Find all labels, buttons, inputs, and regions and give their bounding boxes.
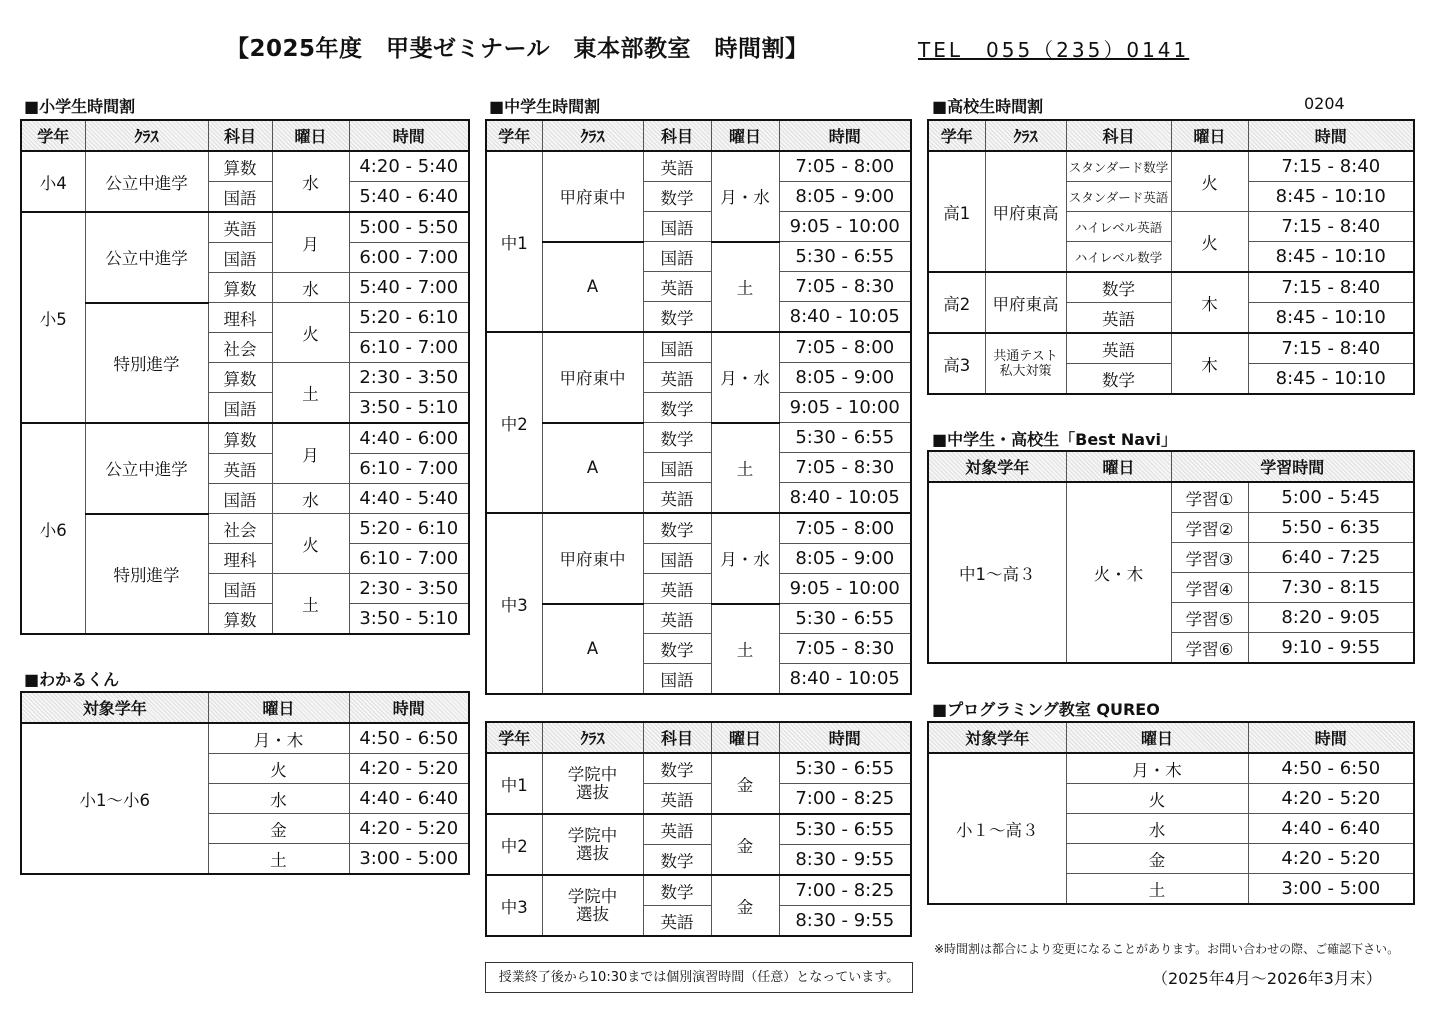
table-row — [486, 242, 911, 272]
time-cell: 4:50 - 6:50 — [349, 723, 469, 754]
header-day: 曜日 — [1066, 451, 1171, 482]
table-row — [928, 272, 1414, 303]
time-cell: 8:45 - 10:10 — [1248, 364, 1414, 395]
self-study-note: 授業終了後から10:30までは個別演習時間（任意）となっています。 — [485, 962, 913, 993]
table-row — [486, 814, 911, 845]
grade-cell: 中2 — [486, 332, 542, 513]
day-cell: 火 — [272, 514, 349, 574]
validity-period: （2025年4月～2026年3月末） — [1152, 969, 1382, 988]
subject-cell: 算数 — [208, 423, 272, 454]
time-cell: 8:40 - 10:05 — [779, 483, 911, 514]
class-cell: 公立中進学 — [85, 151, 208, 212]
day-cell: 月・水 — [711, 513, 779, 604]
day-cell: 金 — [711, 753, 779, 814]
subject-cell: 国語 — [643, 453, 711, 483]
day-cell: 火 — [208, 754, 349, 784]
table-header — [928, 451, 1414, 482]
time-cell: 5:00 - 5:45 — [1248, 482, 1414, 513]
session-label: 学習④ — [1171, 573, 1248, 603]
class-cell: 甲府東中 — [542, 151, 643, 242]
gakuin-timetable — [485, 721, 912, 937]
header-grade: 学年 — [486, 120, 542, 151]
header-day: 曜日 — [711, 722, 779, 753]
subject-cell: 数学 — [643, 393, 711, 423]
day-cell: 月 — [272, 212, 349, 273]
day-cell: 水 — [1066, 814, 1248, 844]
time-cell: 7:05 - 8:00 — [779, 513, 911, 544]
day-cell: 土 — [208, 844, 349, 875]
subject-cell: スタンダード数学 — [1066, 151, 1171, 182]
day-cell: 金 — [711, 875, 779, 936]
day-cell: 金 — [208, 814, 349, 844]
target-cell: 中1～高３ — [928, 482, 1066, 663]
subject-cell: 英語 — [208, 212, 272, 243]
header-time: 時間 — [1248, 722, 1414, 753]
header-time: 時間 — [779, 722, 911, 753]
time-cell: 8:05 - 9:00 — [779, 544, 911, 574]
time-cell: 8:20 - 9:05 — [1248, 603, 1414, 633]
table-row — [486, 332, 911, 363]
header-target: 対象学年 — [21, 692, 208, 723]
header-time: 時間 — [1248, 120, 1414, 151]
day-cell: 水 — [272, 151, 349, 212]
table-header — [486, 120, 911, 151]
subject-cell: 数学 — [643, 513, 711, 544]
subject-cell: 英語 — [643, 906, 711, 937]
time-cell: 8:05 - 9:00 — [779, 182, 911, 212]
header-target: 対象学年 — [928, 451, 1066, 482]
header-class: ｸﾗｽ — [542, 722, 643, 753]
table-row — [928, 151, 1414, 182]
time-cell: 5:40 - 7:00 — [349, 273, 469, 303]
time-cell: 3:00 - 5:00 — [1248, 874, 1414, 905]
header-subject: 科目 — [1066, 120, 1171, 151]
table-row — [928, 333, 1414, 364]
junior-section-title: ■中学生時間割 — [489, 97, 601, 116]
time-cell: 3:00 - 5:00 — [349, 844, 469, 875]
time-cell: 6:40 - 7:25 — [1248, 543, 1414, 573]
time-cell: 9:10 - 9:55 — [1248, 633, 1414, 664]
table-header — [928, 722, 1414, 753]
table-row — [486, 423, 911, 453]
time-cell: 7:05 - 8:00 — [779, 151, 911, 182]
grade-cell: 高3 — [928, 333, 985, 394]
session-label: 学習⑥ — [1171, 633, 1248, 664]
subject-cell: 国語 — [643, 332, 711, 363]
grade-cell: 小6 — [21, 423, 85, 634]
subject-cell: 算数 — [208, 151, 272, 182]
table-row — [21, 212, 469, 243]
time-cell: 8:45 - 10:10 — [1248, 242, 1414, 273]
class-cell: A — [542, 242, 643, 333]
time-cell: 9:05 - 10:00 — [779, 574, 911, 604]
subject-cell: 英語 — [643, 272, 711, 302]
page-title: 【2025年度 甲斐ゼミナール 東本部教室 時間割】 — [226, 36, 809, 62]
header-day: 曜日 — [1066, 722, 1248, 753]
table-row — [21, 303, 469, 333]
day-cell: 金 — [711, 814, 779, 875]
class-cell: A — [542, 604, 643, 695]
time-cell: 4:20 - 5:20 — [349, 754, 469, 784]
time-cell: 7:05 - 8:00 — [779, 332, 911, 363]
subject-cell: 国語 — [643, 212, 711, 242]
time-cell: 5:40 - 6:40 — [349, 182, 469, 213]
table-header — [21, 692, 469, 723]
grade-cell: 高2 — [928, 272, 985, 333]
header-subject: 科目 — [208, 120, 272, 151]
subject-cell: 数学 — [643, 753, 711, 784]
time-cell: 7:00 - 8:25 — [779, 875, 911, 906]
header-class: ｸﾗｽ — [85, 120, 208, 151]
subject-cell: 数学 — [643, 845, 711, 876]
subject-cell: 国語 — [643, 544, 711, 574]
time-cell: 5:20 - 6:10 — [349, 303, 469, 333]
time-cell: 8:45 - 10:10 — [1248, 182, 1414, 212]
time-cell: 4:40 - 6:40 — [349, 784, 469, 814]
table-header — [486, 722, 911, 753]
time-cell: 4:20 - 5:40 — [349, 151, 469, 182]
time-cell: 2:30 - 3:50 — [349, 574, 469, 604]
day-cell: 土 — [272, 574, 349, 635]
day-cell: 水 — [272, 273, 349, 303]
subject-cell: 算数 — [208, 604, 272, 635]
session-label: 学習③ — [1171, 543, 1248, 573]
table-row — [486, 513, 911, 544]
table-header — [21, 120, 469, 151]
grade-cell: 小4 — [21, 151, 85, 212]
day-cell: 金 — [1066, 844, 1248, 874]
time-cell: 7:05 - 8:30 — [779, 272, 911, 302]
time-cell: 5:50 - 6:35 — [1248, 513, 1414, 543]
subject-cell: 算数 — [208, 273, 272, 303]
time-cell: 8:40 - 10:05 — [779, 302, 911, 333]
table-row — [928, 482, 1414, 513]
subject-cell: 国語 — [208, 574, 272, 604]
target-cell: 小１～高３ — [928, 753, 1066, 904]
time-cell: 6:10 - 7:00 — [349, 333, 469, 363]
phone-number: TEL 055（235）0141 — [918, 38, 1190, 62]
document-code: 0204 — [1304, 94, 1345, 113]
day-cell: 土 — [1066, 874, 1248, 905]
grade-cell: 中3 — [486, 875, 542, 936]
subject-cell: ハイレベル英語 — [1066, 212, 1171, 242]
time-cell: 4:40 - 5:40 — [349, 484, 469, 514]
subject-cell: 理科 — [208, 303, 272, 333]
subject-cell: 英語 — [643, 604, 711, 634]
subject-cell: 英語 — [643, 574, 711, 604]
table-row — [486, 151, 911, 182]
time-cell: 5:00 - 5:50 — [349, 212, 469, 243]
subject-cell: 算数 — [208, 363, 272, 393]
header-time: 時間 — [779, 120, 911, 151]
wakaru-timetable — [20, 691, 470, 875]
time-cell: 7:00 - 8:25 — [779, 784, 911, 815]
subject-cell: 英語 — [208, 454, 272, 484]
time-cell: 9:05 - 10:00 — [779, 212, 911, 242]
class-cell: 甲府東高 — [985, 272, 1066, 333]
table-row — [21, 151, 469, 182]
header-study-time: 学習時間 — [1171, 451, 1414, 482]
session-label: 学習② — [1171, 513, 1248, 543]
day-cell: 土 — [711, 423, 779, 514]
subject-cell: 英語 — [643, 363, 711, 393]
class-cell: 甲府東中 — [542, 513, 643, 604]
class-cell: 学院中選抜 — [542, 753, 643, 814]
time-cell: 8:30 - 9:55 — [779, 845, 911, 876]
header-target: 対象学年 — [928, 722, 1066, 753]
subject-cell: 国語 — [643, 242, 711, 272]
time-cell: 6:00 - 7:00 — [349, 243, 469, 273]
header-day: 曜日 — [711, 120, 779, 151]
qureo-timetable — [927, 721, 1415, 905]
header-time: 時間 — [349, 120, 469, 151]
time-cell: 6:10 - 7:00 — [349, 454, 469, 484]
subject-cell: 英語 — [643, 814, 711, 845]
time-cell: 5:30 - 6:55 — [779, 814, 911, 845]
subject-cell: 国語 — [208, 182, 272, 213]
grade-cell: 中2 — [486, 814, 542, 875]
day-cell: 木 — [1171, 333, 1248, 394]
schedule-change-note: ※時間割は都合により変更になることがあります。お問い合わせの際、ご確認下さい。 — [934, 942, 1400, 956]
subject-cell: 英語 — [1066, 333, 1171, 364]
subject-cell: 英語 — [643, 784, 711, 815]
subject-cell: 数学 — [1066, 364, 1171, 395]
day-cell: 火 — [272, 303, 349, 363]
table-row — [486, 753, 911, 784]
elementary-timetable — [20, 119, 470, 635]
header-day: 曜日 — [1171, 120, 1248, 151]
bestnavi-timetable — [927, 450, 1415, 664]
class-cell: 甲府東中 — [542, 332, 643, 423]
day-cell: 土 — [711, 242, 779, 333]
high-section-title: ■高校生時間割 — [932, 97, 1044, 116]
time-cell: 8:40 - 10:05 — [779, 664, 911, 695]
day-cell: 火 — [1171, 212, 1248, 273]
class-cell: 学院中選抜 — [542, 814, 643, 875]
header-grade: 学年 — [928, 120, 985, 151]
time-cell: 9:05 - 10:00 — [779, 393, 911, 423]
table-row — [486, 875, 911, 906]
day-cell: 月 — [272, 423, 349, 484]
header-day: 曜日 — [272, 120, 349, 151]
grade-cell: 中1 — [486, 753, 542, 814]
time-cell: 5:30 - 6:55 — [779, 604, 911, 634]
day-cell: 土 — [711, 604, 779, 695]
class-cell: A — [542, 423, 643, 514]
class-cell: 公立中進学 — [85, 212, 208, 303]
table-header — [928, 120, 1414, 151]
day-cell: 月・水 — [711, 332, 779, 423]
subject-cell: 数学 — [643, 634, 711, 664]
elementary-section-title: ■小学生時間割 — [24, 97, 136, 116]
subject-cell: 英語 — [1066, 303, 1171, 334]
header-time: 時間 — [349, 692, 469, 723]
day-cell: 土 — [272, 363, 349, 424]
time-cell: 6:10 - 7:00 — [349, 544, 469, 574]
subject-cell: スタンダード英語 — [1066, 182, 1171, 212]
subject-cell: 国語 — [208, 393, 272, 424]
bestnavi-section-title: ■中学生・高校生「Best Navi」 — [932, 430, 1178, 449]
time-cell: 2:30 - 3:50 — [349, 363, 469, 393]
time-cell: 5:20 - 6:10 — [349, 514, 469, 544]
day-cell: 水 — [272, 484, 349, 514]
time-cell: 3:50 - 5:10 — [349, 604, 469, 635]
subject-cell: 数学 — [643, 302, 711, 333]
subject-cell: 数学 — [1066, 272, 1171, 303]
time-cell: 7:15 - 8:40 — [1248, 151, 1414, 182]
time-cell: 8:30 - 9:55 — [779, 906, 911, 937]
time-cell: 4:20 - 5:20 — [1248, 784, 1414, 814]
header-subject: 科目 — [643, 722, 711, 753]
table-row — [21, 514, 469, 544]
time-cell: 5:30 - 6:55 — [779, 242, 911, 272]
time-cell: 4:40 - 6:40 — [1248, 814, 1414, 844]
session-label: 学習⑤ — [1171, 603, 1248, 633]
header-subject: 科目 — [643, 120, 711, 151]
header-class: ｸﾗｽ — [985, 120, 1066, 151]
table-row — [928, 753, 1414, 784]
time-cell: 7:15 - 8:40 — [1248, 333, 1414, 364]
subject-cell: 英語 — [643, 151, 711, 182]
time-cell: 5:30 - 6:55 — [779, 423, 911, 453]
header-grade: 学年 — [21, 120, 85, 151]
time-cell: 7:15 - 8:40 — [1248, 212, 1414, 242]
table-row — [486, 604, 911, 634]
time-cell: 5:30 - 6:55 — [779, 753, 911, 784]
header-grade: 学年 — [486, 722, 542, 753]
day-cell: 木 — [1171, 272, 1248, 333]
day-cell: 水 — [208, 784, 349, 814]
subject-cell: 数学 — [643, 875, 711, 906]
time-cell: 8:05 - 9:00 — [779, 363, 911, 393]
grade-cell: 高1 — [928, 151, 985, 272]
subject-cell: ハイレベル数学 — [1066, 242, 1171, 273]
time-cell: 4:20 - 5:20 — [349, 814, 469, 844]
day-cell: 月・水 — [711, 151, 779, 242]
target-cell: 小1～小6 — [21, 723, 208, 874]
day-cell: 火・木 — [1066, 482, 1171, 663]
day-cell: 火 — [1066, 784, 1248, 814]
subject-cell: 英語 — [643, 483, 711, 514]
subject-cell: 数学 — [643, 423, 711, 453]
time-cell: 7:30 - 8:15 — [1248, 573, 1414, 603]
time-cell: 8:45 - 10:10 — [1248, 303, 1414, 334]
subject-cell: 社会 — [208, 333, 272, 363]
session-label: 学習① — [1171, 482, 1248, 513]
header-class: ｸﾗｽ — [542, 120, 643, 151]
class-cell: 特別進学 — [85, 303, 208, 424]
grade-cell: 中3 — [486, 513, 542, 694]
subject-cell: 理科 — [208, 544, 272, 574]
subject-cell: 国語 — [208, 243, 272, 273]
class-cell: 公立中進学 — [85, 423, 208, 514]
class-cell: 特別進学 — [85, 514, 208, 635]
junior-timetable — [485, 119, 912, 695]
class-cell: 学院中選抜 — [542, 875, 643, 936]
grade-cell: 中1 — [486, 151, 542, 332]
time-cell: 4:40 - 6:00 — [349, 423, 469, 454]
time-cell: 4:50 - 6:50 — [1248, 753, 1414, 784]
day-cell: 月・木 — [208, 723, 349, 754]
table-row — [21, 723, 469, 754]
class-cell: 甲府東高 — [985, 151, 1066, 272]
day-cell: 火 — [1171, 151, 1248, 212]
subject-cell: 数学 — [643, 182, 711, 212]
grade-cell: 小5 — [21, 212, 85, 423]
subject-cell: 社会 — [208, 514, 272, 544]
class-cell: 共通テスト私大対策 — [985, 333, 1066, 394]
header-day: 曜日 — [208, 692, 349, 723]
table-row — [21, 423, 469, 454]
high-timetable — [927, 119, 1415, 395]
wakaru-section-title: ■わかるくん — [24, 670, 120, 689]
time-cell: 4:20 - 5:20 — [1248, 844, 1414, 874]
time-cell: 3:50 - 5:10 — [349, 393, 469, 424]
day-cell: 月・木 — [1066, 753, 1248, 784]
subject-cell: 国語 — [643, 664, 711, 695]
subject-cell: 国語 — [208, 484, 272, 514]
time-cell: 7:05 - 8:30 — [779, 634, 911, 664]
time-cell: 7:05 - 8:30 — [779, 453, 911, 483]
qureo-section-title: ■プログラミング教室 QUREO — [932, 700, 1160, 719]
time-cell: 7:15 - 8:40 — [1248, 272, 1414, 303]
